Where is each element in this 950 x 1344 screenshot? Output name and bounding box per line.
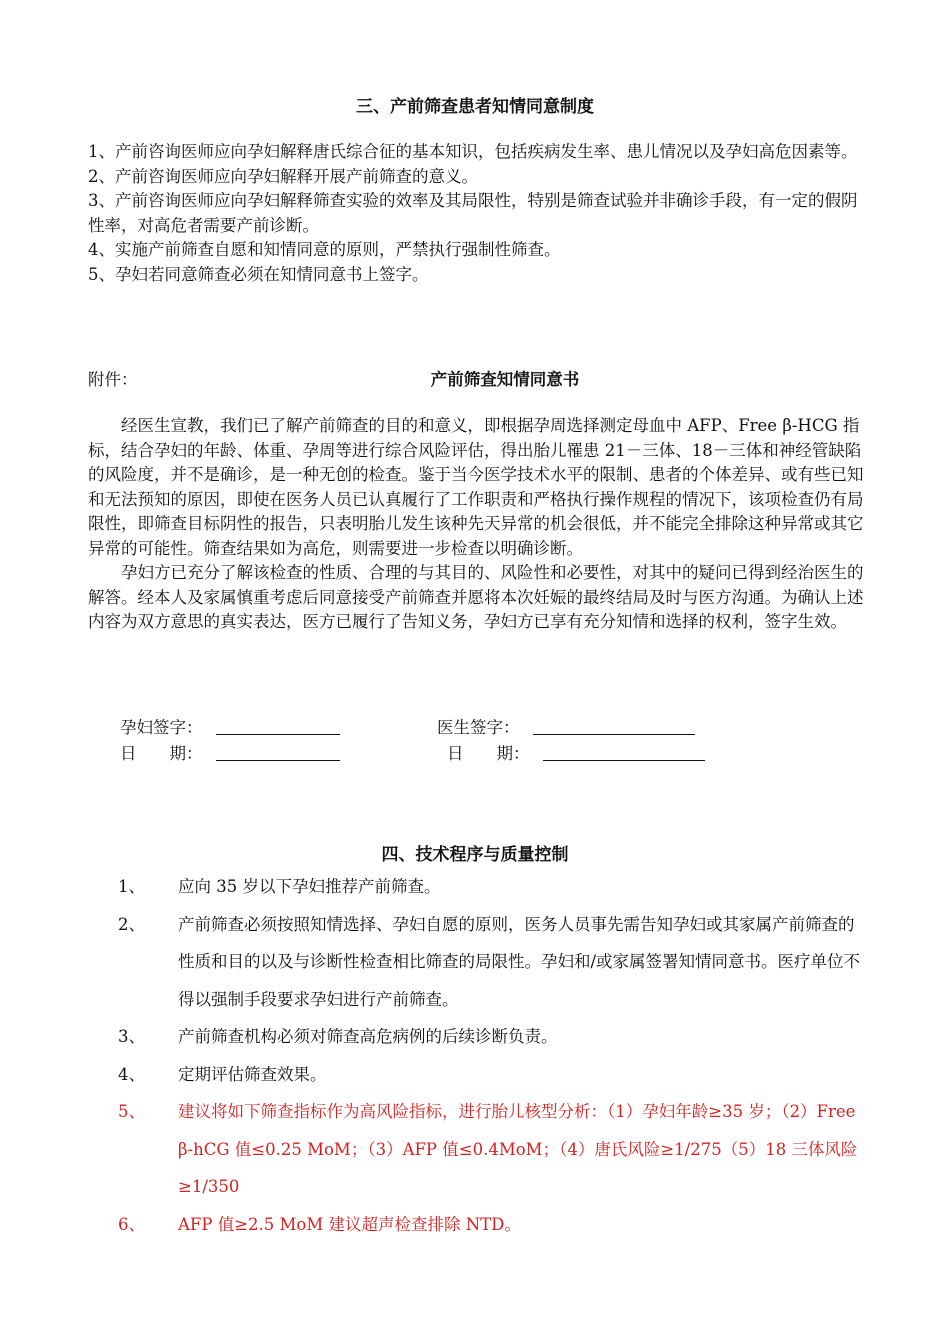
doctor-date-line[interactable] (543, 760, 705, 761)
item-text: 产前筛查机构必须对筛查高危病例的后续诊断负责。 (178, 1027, 558, 1046)
doctor-signature-label: 医生签字： (437, 718, 520, 737)
item-number: 5、 (118, 1102, 145, 1121)
section3-item-5: 5、孕妇若同意筛查必须在知情同意书上签字。 (88, 264, 429, 284)
item-text: 应向 35 岁以下孕妇推荐产前筛查。 (178, 877, 441, 896)
patient-signature-line[interactable] (216, 734, 340, 735)
consent-form-title: 产前筛查知情同意书 (430, 370, 580, 389)
section3-item-1: 1、产前咨询医师应向孕妇解释唐氏综合征的基本知识，包括疾病发生率、患儿情况以及孕妇高危因素等。 (88, 142, 858, 161)
item-text: 建议将如下筛查指标作为高风险指标，进行胎儿核型分析：（1）孕妇年龄≥35 岁；（2）Free β-hCG 值≤0.25 MoM；（3）AFP 值≤0.4MoM；（4）唐氏风险≥1/275（5）18 三体风险≥1/350 (178, 1102, 858, 1196)
item-number: 1、 (118, 877, 145, 896)
section4-item-5-highlighted (118, 1093, 868, 1206)
item-text: AFP 值≥2.5 MoM 建议超声检查排除 NTD。 (178, 1214, 521, 1234)
patient-signature-label: 孕妇签字： (120, 718, 203, 737)
section4-item-4 (118, 1056, 868, 1094)
consent-paragraph-1: 经医生宣教，我们已了解产前筛查的目的和意义，即根据孕周选择测定母血中 AFP、Free β-HCG 指标，结合孕妇的年龄、体重、孕周等进行综合风险评估，得出胎儿罹患 21－三体、18－三体和神经管缺陷的风险度，并不是确诊，是一种无创的检查。鉴于当今医学技术水平的限制、患者的个体差异、或有些已知和无法预知的原因，即使在医务人员已认真履行了工作职责和严格执行操作规程的情况下，该项检查仍有局限性，即筛查目标阴性的报告，只表明胎儿发生该种先天异常的机会很低，并不能完全排除这种异常或其它异常的可能性。筛查结果如为高危，则需要进一步检查以明确诊断。 (88, 416, 864, 558)
patient-date-line[interactable] (216, 760, 340, 761)
attachment-label: 附件： (88, 370, 138, 389)
item-number: 3、 (118, 1027, 145, 1046)
item-text: 定期评估筛查效果。 (178, 1064, 327, 1084)
section3-item-3: 3、产前咨询医师应向孕妇解释筛查实验的效率及其局限性，特别是筛查试验并非确诊手段，有一定的假阴性率，对高危者需要产前诊断。 (88, 191, 858, 235)
consent-body (88, 414, 866, 635)
section4-list (118, 868, 868, 1243)
section4-item-2 (118, 906, 868, 1019)
section4-title: 四、技术程序与质量控制 (381, 845, 569, 865)
section4-item-1 (118, 868, 868, 906)
item-number: 4、 (118, 1064, 145, 1084)
item-number: 6、 (118, 1214, 145, 1234)
section3-title: 三、产前筛查患者知情同意制度 (356, 97, 594, 117)
section4-item-6-highlighted (118, 1206, 868, 1244)
section3-item-2: 2、产前咨询医师应向孕妇解释开展产前筛查的意义。 (88, 166, 478, 186)
section3-list (88, 140, 866, 287)
patient-date-label: 日 期： (120, 744, 203, 763)
doctor-signature-line[interactable] (533, 734, 695, 735)
section4-item-3 (118, 1018, 868, 1056)
section3-item-4: 4、实施产前筛查自愿和知情同意的原则，严禁执行强制性筛查。 (88, 240, 561, 259)
item-text: 产前筛查必须按照知情选择、孕妇自愿的原则，医务人员事先需告知孕妇或其家属产前筛查的性质和目的以及与诊断性检查相比筛查的局限性。孕妇和/或家属签署知情同意书。医疗单位不得以强制手段要求孕妇进行产前筛查。 (178, 914, 861, 1009)
item-number: 2、 (118, 914, 145, 934)
doctor-date-label: 日 期： (447, 744, 530, 763)
consent-paragraph-2: 孕妇方已充分了解该检查的性质、合理的与其目的、风险性和必要性，对其中的疑问已得到经治医生的解答。经本人及家属慎重考虑后同意接受产前筛查并愿将本次妊娠的最终结局及时与医方沟通。为确认上述内容为双方意思的真实表达，医方已履行了告知义务，孕妇方已享有充分知情和选择的权利，签字生效。 (88, 563, 864, 631)
